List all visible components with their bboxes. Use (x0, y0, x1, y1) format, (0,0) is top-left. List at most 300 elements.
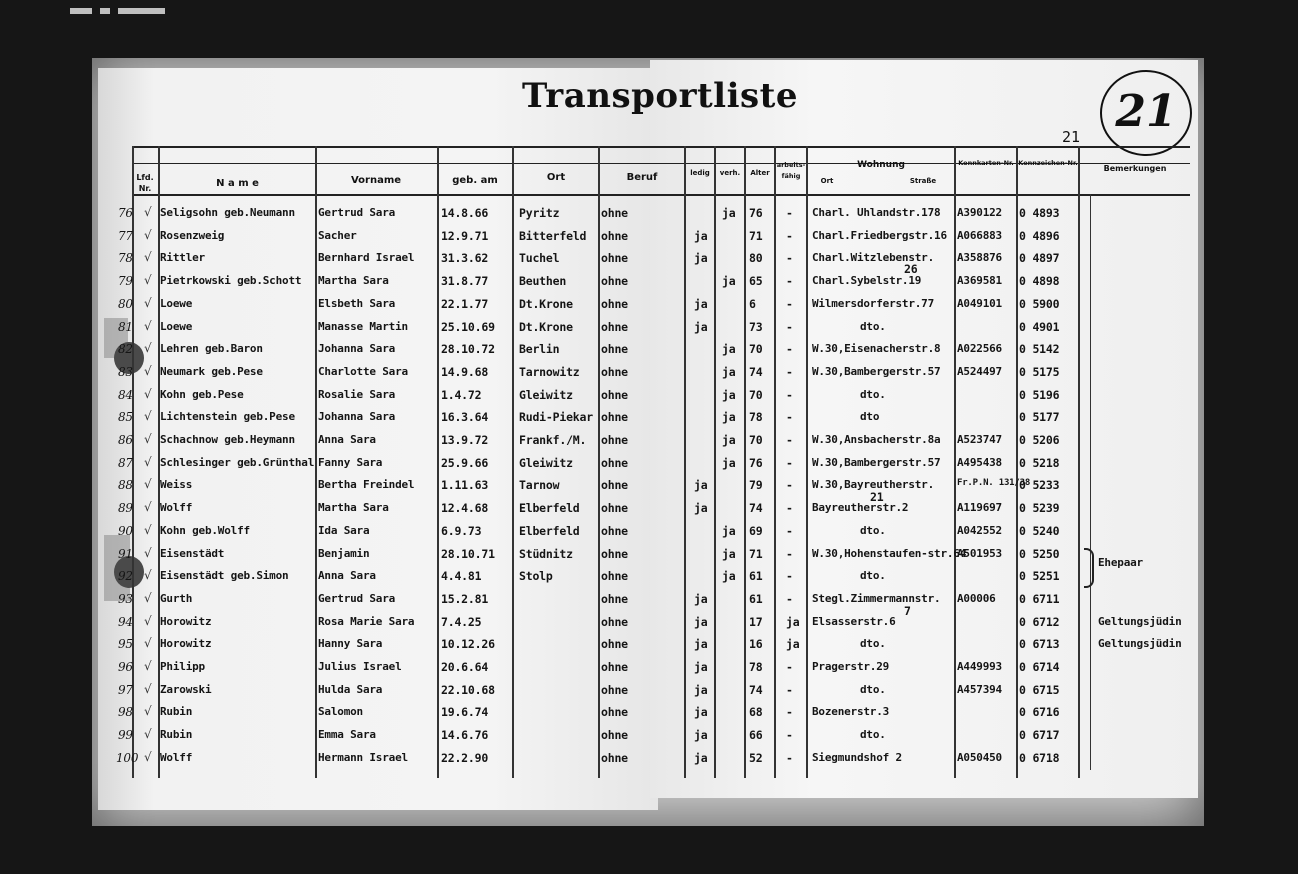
header-verh: verh. (719, 169, 741, 177)
checkmark-icon: √ (144, 228, 152, 242)
cell-alter: 65 (749, 274, 763, 288)
cell-nr: 93 (118, 592, 133, 606)
cell-ort: Tuchel (519, 251, 560, 265)
cell-nr: 85 (118, 410, 133, 424)
cell-arb: ja (786, 615, 800, 629)
cell-name: Neumark geb.Pese (160, 365, 263, 378)
cell-arb: - (786, 206, 793, 220)
cell-name: Rubin (160, 705, 193, 718)
cell-beruf: ohne (601, 320, 628, 334)
cell-nr: 81 (118, 320, 133, 334)
cell-geb: 4.4.81 (441, 569, 482, 583)
cell-name: Eisenstädt (160, 547, 225, 560)
cell-kennzeichen: 0 5196 (1019, 388, 1060, 402)
cell-alter: 70 (749, 388, 763, 402)
cell-ort: Berlin (519, 342, 560, 356)
cell-kennzeichen: 0 6717 (1019, 728, 1060, 742)
cell-wohnung: Elsasserstr.6 (812, 615, 896, 628)
checkmark-icon: √ (144, 750, 152, 764)
cell-verh: ja (722, 524, 736, 538)
cell-beruf: ohne (601, 478, 628, 492)
cell-kennkarte: A022566 (957, 342, 1002, 355)
header-top-line (132, 146, 1190, 148)
cell-beruf: ohne (601, 501, 628, 515)
cell-alter: 17 (749, 615, 763, 629)
cell-kennzeichen: 0 4897 (1019, 251, 1060, 265)
cell-beruf: ohne (601, 251, 628, 265)
cell-arb: - (786, 433, 793, 447)
cell-ort: Frankf./M. (519, 433, 587, 447)
cell-kennzeichen: 0 6711 (1019, 592, 1060, 606)
page-number: 21 (1062, 128, 1081, 146)
cell-alter: 61 (749, 569, 763, 583)
checkmark-icon: √ (144, 659, 152, 673)
checkmark-icon: √ (144, 477, 152, 491)
cell-kennkarte: A00006 (957, 592, 996, 605)
cell-geb: 22.10.68 (441, 683, 495, 697)
cell-geb: 25.9.66 (441, 456, 489, 470)
cell-kennzeichen: 0 5900 (1019, 297, 1060, 311)
cell-alter: 16 (749, 637, 763, 651)
cell-arb: - (786, 751, 793, 765)
header-ort: Ort (546, 172, 566, 183)
cell-beruf: ohne (601, 274, 628, 288)
cell-beruf: ohne (601, 660, 628, 674)
cell-name: Wolff (160, 501, 193, 514)
cell-ort: Dt.Krone (519, 297, 573, 311)
cell-vorname: Rosalie Sara (318, 388, 396, 401)
cell-kennzeichen: 0 5239 (1019, 501, 1060, 515)
cell-kennzeichen: 0 6712 (1019, 615, 1060, 629)
cell-bem: Geltungsjüdin (1098, 615, 1182, 628)
cell-wohnung: Charl. Uhlandstr.178 (812, 206, 941, 219)
column-rule (1016, 146, 1018, 778)
cell-arb: - (786, 547, 793, 561)
cell-vorname: Gertrud Sara (318, 206, 396, 219)
cell-beruf: ohne (601, 524, 628, 538)
column-rule (315, 146, 317, 778)
cell-name: Loewe (160, 297, 193, 310)
cell-nr: 77 (118, 229, 133, 243)
house-number-note: 26 (904, 262, 918, 276)
cell-vorname: Hermann Israel (318, 751, 408, 764)
cell-nr: 90 (118, 524, 133, 538)
cell-vorname: Martha Sara (318, 274, 389, 287)
cell-kennzeichen: 0 6716 (1019, 705, 1060, 719)
cell-geb: 19.6.74 (441, 705, 489, 719)
cell-geb: 14.6.76 (441, 728, 489, 742)
cell-geb: 20.6.64 (441, 660, 489, 674)
checkmark-icon: √ (144, 205, 152, 219)
cell-nr: 100 (116, 751, 139, 765)
cell-beruf: ohne (601, 365, 628, 379)
header-kennkarten: Kennkarten-Nr. (958, 159, 1014, 167)
column-rule (744, 146, 746, 778)
cell-wohnung: Charl.Friedbergstr.16 (812, 229, 947, 242)
column-rule (684, 146, 686, 778)
cell-ort: Tarnow (519, 478, 560, 492)
cell-kennzeichen: 0 5218 (1019, 456, 1060, 470)
cell-arb: - (786, 660, 793, 674)
cell-verh: ja (722, 388, 736, 402)
cell-alter: 69 (749, 524, 763, 538)
cell-vorname: Johanna Sara (318, 410, 396, 423)
cell-arb: - (786, 705, 793, 719)
cell-geb: 1.11.63 (441, 478, 489, 492)
header-wohnung-ort: Ort (820, 177, 834, 185)
cell-arb: - (786, 297, 793, 311)
checkmark-icon: √ (144, 250, 152, 264)
header-arbeitsfaehig: arbeits-fähig (776, 161, 806, 180)
cell-beruf: ohne (601, 410, 628, 424)
cell-alter: 76 (749, 456, 763, 470)
checkmark-icon: √ (144, 636, 152, 650)
cell-arb: - (786, 592, 793, 606)
cell-geb: 15.2.81 (441, 592, 489, 606)
cell-wohnung: dto. (860, 728, 886, 741)
cell-wohnung: Pragerstr.29 (812, 660, 890, 673)
cell-ledig: ja (694, 705, 708, 719)
cell-geb: 22.1.77 (441, 297, 489, 311)
header-beruf: Beruf (626, 172, 658, 183)
cell-verh: ja (722, 274, 736, 288)
cell-wohnung: Wilmersdorferstr.77 (812, 297, 935, 310)
header-kennzeichen: Kennzeichen-Nr. (1018, 159, 1078, 167)
cell-beruf: ohne (601, 456, 628, 470)
cell-kennzeichen: 0 5142 (1019, 342, 1060, 356)
cell-name: Rubin (160, 728, 193, 741)
cell-kennzeichen: 0 5250 (1019, 547, 1060, 561)
cell-nr: 76 (118, 206, 133, 220)
cell-vorname: Rosa Marie Sara (318, 615, 415, 628)
cell-kennkarte: A066883 (957, 229, 1002, 242)
column-rule (512, 146, 514, 778)
cell-arb: - (786, 320, 793, 334)
cell-geb: 14.8.66 (441, 206, 489, 220)
cell-vorname: Emma Sara (318, 728, 376, 741)
cell-wohnung: W.30,Bambergerstr.57 (812, 456, 941, 469)
cell-vorname: Fanny Sara (318, 456, 383, 469)
cell-vorname: Benjamin (318, 547, 370, 560)
cell-vorname: Bernhard Israel (318, 251, 415, 264)
cell-arb: - (786, 501, 793, 515)
cell-arb: - (786, 410, 793, 424)
cell-name: Gurth (160, 592, 193, 605)
cell-alter: 74 (749, 365, 763, 379)
cell-kennzeichen: 0 5175 (1019, 365, 1060, 379)
cell-geb: 10.12.26 (441, 637, 495, 651)
cell-nr: 86 (118, 433, 133, 447)
cell-ledig: ja (694, 229, 708, 243)
cell-ledig: ja (694, 320, 708, 334)
cell-vorname: Hulda Sara (318, 683, 383, 696)
cell-kennkarte: A358876 (957, 251, 1002, 264)
cell-alter: 78 (749, 410, 763, 424)
cell-ort: Pyritz (519, 206, 560, 220)
house-number-note: 21 (870, 490, 884, 504)
cell-geb: 7.4.25 (441, 615, 482, 629)
cell-wohnung: W.30,Bambergerstr.57 (812, 365, 941, 378)
cell-verh: ja (722, 206, 736, 220)
cell-name: Kohn geb.Pese (160, 388, 244, 401)
cell-kennkarte: A449993 (957, 660, 1002, 673)
cell-vorname: Manasse Martin (318, 320, 408, 333)
cell-nr: 87 (118, 456, 133, 470)
cell-kennkarte: A501953 (957, 547, 1002, 560)
cell-vorname: Salomon (318, 705, 363, 718)
cell-vorname: Anna Sara (318, 569, 376, 582)
cell-kennkarte: A390122 (957, 206, 1002, 219)
cell-bem: Geltungsjüdin (1098, 637, 1182, 650)
cell-arb: - (786, 388, 793, 402)
cell-geb: 12.9.71 (441, 229, 489, 243)
cell-wohnung: Stegl.Zimmermannstr. (812, 592, 941, 605)
cell-wohnung: W.30,Eisenacherstr.8 (812, 342, 941, 355)
cell-kennzeichen: 0 5177 (1019, 410, 1060, 424)
cell-alter: 68 (749, 705, 763, 719)
checkmark-icon: √ (144, 523, 152, 537)
cell-geb: 1.4.72 (441, 388, 482, 402)
checkmark-icon: √ (144, 704, 152, 718)
cell-verh: ja (722, 456, 736, 470)
cell-beruf: ohne (601, 433, 628, 447)
cell-alter: 73 (749, 320, 763, 334)
checkmark-icon: √ (144, 273, 152, 287)
column-rule (774, 146, 776, 778)
header-wohnung: Wohnung (857, 160, 905, 170)
cell-beruf: ohne (601, 683, 628, 697)
cell-vorname: Sacher (318, 229, 357, 242)
cell-beruf: ohne (601, 637, 628, 651)
cell-beruf: ohne (601, 388, 628, 402)
checkmark-icon: √ (144, 387, 152, 401)
cell-arb: - (786, 365, 793, 379)
cell-wohnung: dto. (860, 569, 886, 582)
cell-nr: 82 (118, 342, 133, 356)
cell-ort: Stüdnitz (519, 547, 573, 561)
cell-ledig: ja (694, 615, 708, 629)
cell-geb: 28.10.72 (441, 342, 495, 356)
cell-ledig: ja (694, 251, 708, 265)
cell-vorname: Johanna Sara (318, 342, 396, 355)
cell-wohnung: W.30,Hohenstaufen-str.64 (812, 547, 967, 560)
cell-kennkarte: Fr.P.N. 131/38 (957, 478, 1031, 488)
cell-alter: 71 (749, 547, 763, 561)
cell-alter: 70 (749, 433, 763, 447)
cell-name: Schachnow geb.Heymann (160, 433, 295, 446)
column-rule (1090, 194, 1091, 770)
checkmark-icon: √ (144, 319, 152, 333)
cell-ort: Gleiwitz (519, 388, 573, 402)
cell-alter: 66 (749, 728, 763, 742)
cell-verh: ja (722, 342, 736, 356)
cell-geb: 31.3.62 (441, 251, 489, 265)
cell-name: Rosenzweig (160, 229, 225, 242)
checkmark-icon: √ (144, 727, 152, 741)
cell-kennzeichen: 0 5206 (1019, 433, 1060, 447)
cell-name: Lehren geb.Baron (160, 342, 263, 355)
cell-geb: 16.3.64 (441, 410, 489, 424)
cell-wohnung: W.30,Ansbacherstr.8a (812, 433, 941, 446)
cell-alter: 74 (749, 501, 763, 515)
cell-beruf: ohne (601, 229, 628, 243)
header-ledig: ledig (690, 169, 710, 177)
checkmark-icon: √ (144, 455, 152, 469)
cell-name: Weiss (160, 478, 193, 491)
cell-verh: ja (722, 569, 736, 583)
cell-nr: 89 (118, 501, 133, 515)
column-rule (1078, 146, 1080, 778)
cell-bem: Ehepaar (1098, 556, 1143, 569)
cell-wohnung: dto (860, 410, 880, 423)
cell-geb: 13.9.72 (441, 433, 489, 447)
cell-wohnung: Bozenerstr.3 (812, 705, 890, 718)
cell-ledig: ja (694, 637, 708, 651)
cell-name: Wolff (160, 751, 193, 764)
film-edge-marks (70, 8, 165, 14)
cell-ort: Elberfeld (519, 501, 580, 515)
cell-wohnung: dto. (860, 637, 886, 650)
cell-nr: 80 (118, 297, 133, 311)
cell-beruf: ohne (601, 206, 628, 220)
cell-alter: 61 (749, 592, 763, 606)
cell-nr: 98 (118, 705, 133, 719)
column-rule (598, 146, 600, 778)
house-number-note: 7 (904, 604, 911, 618)
cell-ort: Dt.Krone (519, 320, 573, 334)
checkmark-icon: √ (144, 546, 152, 560)
cell-verh: ja (722, 365, 736, 379)
cell-wohnung: Charl.Sybelstr.19 (812, 274, 922, 287)
cell-ort: Tarnowitz (519, 365, 580, 379)
cell-wohnung: W.30,Bayreutherstr. (812, 478, 935, 491)
document-title: Transportliste (521, 76, 798, 116)
cell-beruf: ohne (601, 728, 628, 742)
cell-kennkarte: A119697 (957, 501, 1002, 514)
cell-beruf: ohne (601, 615, 628, 629)
cell-name: Schlesinger geb.Grünthal (160, 456, 315, 469)
cell-vorname: Charlotte Sara (318, 365, 408, 378)
checkmark-icon: √ (144, 432, 152, 446)
cell-kennzeichen: 0 6718 (1019, 751, 1060, 765)
cell-ledig: ja (694, 478, 708, 492)
cell-beruf: ohne (601, 705, 628, 719)
cell-alter: 76 (749, 206, 763, 220)
cell-vorname: Gertrud Sara (318, 592, 396, 605)
cell-nr: 95 (118, 637, 133, 651)
cell-wohnung: dto. (860, 683, 886, 696)
checkmark-icon: √ (144, 591, 152, 605)
cell-wohnung: Charl.Witzlebenstr. (812, 251, 935, 264)
cell-verh: ja (722, 433, 736, 447)
cell-alter: 80 (749, 251, 763, 265)
cell-geb: 12.4.68 (441, 501, 489, 515)
cell-kennkarte: A369581 (957, 274, 1002, 287)
cell-alter: 70 (749, 342, 763, 356)
cell-geb: 28.10.71 (441, 547, 495, 561)
checkmark-icon: √ (144, 614, 152, 628)
checkmark-icon: √ (144, 409, 152, 423)
cell-nr: 83 (118, 365, 133, 379)
header-geb-am: geb. am (452, 175, 498, 186)
cell-nr: 79 (118, 274, 133, 288)
cell-wohnung: dto. (860, 320, 886, 333)
checkmark-icon: √ (144, 568, 152, 582)
cell-name: Seligsohn geb.Neumann (160, 206, 295, 219)
cell-nr: 91 (118, 547, 133, 561)
cell-geb: 14.9.68 (441, 365, 489, 379)
cell-vorname: Martha Sara (318, 501, 389, 514)
circled-page-number: 21 (1100, 70, 1192, 156)
cell-ledig: ja (694, 751, 708, 765)
cell-beruf: ohne (601, 592, 628, 606)
cell-alter: 71 (749, 229, 763, 243)
cell-vorname: Julius Israel (318, 660, 402, 673)
cell-ledig: ja (694, 728, 708, 742)
cell-geb: 6.9.73 (441, 524, 482, 538)
cell-wohnung: Bayreutherstr.2 (812, 501, 909, 514)
cell-geb: 31.8.77 (441, 274, 489, 288)
cell-beruf: ohne (601, 569, 628, 583)
checkmark-icon: √ (144, 682, 152, 696)
cell-ledig: ja (694, 660, 708, 674)
cell-geb: 25.10.69 (441, 320, 495, 334)
cell-wohnung: dto. (860, 388, 886, 401)
cell-beruf: ohne (601, 342, 628, 356)
cell-vorname: Elsbeth Sara (318, 297, 396, 310)
cell-alter: 52 (749, 751, 763, 765)
cell-kennkarte: A049101 (957, 297, 1002, 310)
cell-nr: 96 (118, 660, 133, 674)
cell-kennzeichen: 0 4898 (1019, 274, 1060, 288)
column-rule (714, 146, 716, 778)
ehepaar-bracket (1084, 548, 1094, 588)
cell-nr: 88 (118, 478, 133, 492)
cell-arb: ja (786, 637, 800, 651)
checkmark-icon: √ (144, 364, 152, 378)
cell-arb: - (786, 456, 793, 470)
cell-beruf: ohne (601, 547, 628, 561)
cell-ort: Stolp (519, 569, 553, 583)
cell-arb: - (786, 728, 793, 742)
cell-arb: - (786, 274, 793, 288)
cell-arb: - (786, 478, 793, 492)
cell-name: Horowitz (160, 637, 212, 650)
cell-wohnung: Siegmundshof 2 (812, 751, 902, 764)
cell-name: Lichtenstein geb.Pese (160, 410, 295, 423)
cell-name: Loewe (160, 320, 193, 333)
header-bottom-line (132, 194, 1190, 196)
cell-wohnung: dto. (860, 524, 886, 537)
cell-kennkarte: A042552 (957, 524, 1002, 537)
cell-kennzeichen: 0 4901 (1019, 320, 1060, 334)
header-name: N a m e (216, 178, 259, 189)
cell-alter: 74 (749, 683, 763, 697)
cell-ort: Bitterfeld (519, 229, 587, 243)
header-vorname: Vorname (350, 175, 402, 186)
cell-geb: 22.2.90 (441, 751, 489, 765)
cell-kennkarte: A457394 (957, 683, 1002, 696)
cell-arb: - (786, 683, 793, 697)
cell-alter: 6 (749, 297, 756, 311)
cell-name: Pietrkowski geb.Schott (160, 274, 302, 287)
header-lfd-nr: Lfd. Nr. (136, 173, 154, 193)
cell-nr: 94 (118, 615, 133, 629)
cell-ledig: ja (694, 297, 708, 311)
cell-vorname: Ida Sara (318, 524, 370, 537)
cell-nr: 84 (118, 388, 133, 402)
cell-arb: - (786, 342, 793, 356)
